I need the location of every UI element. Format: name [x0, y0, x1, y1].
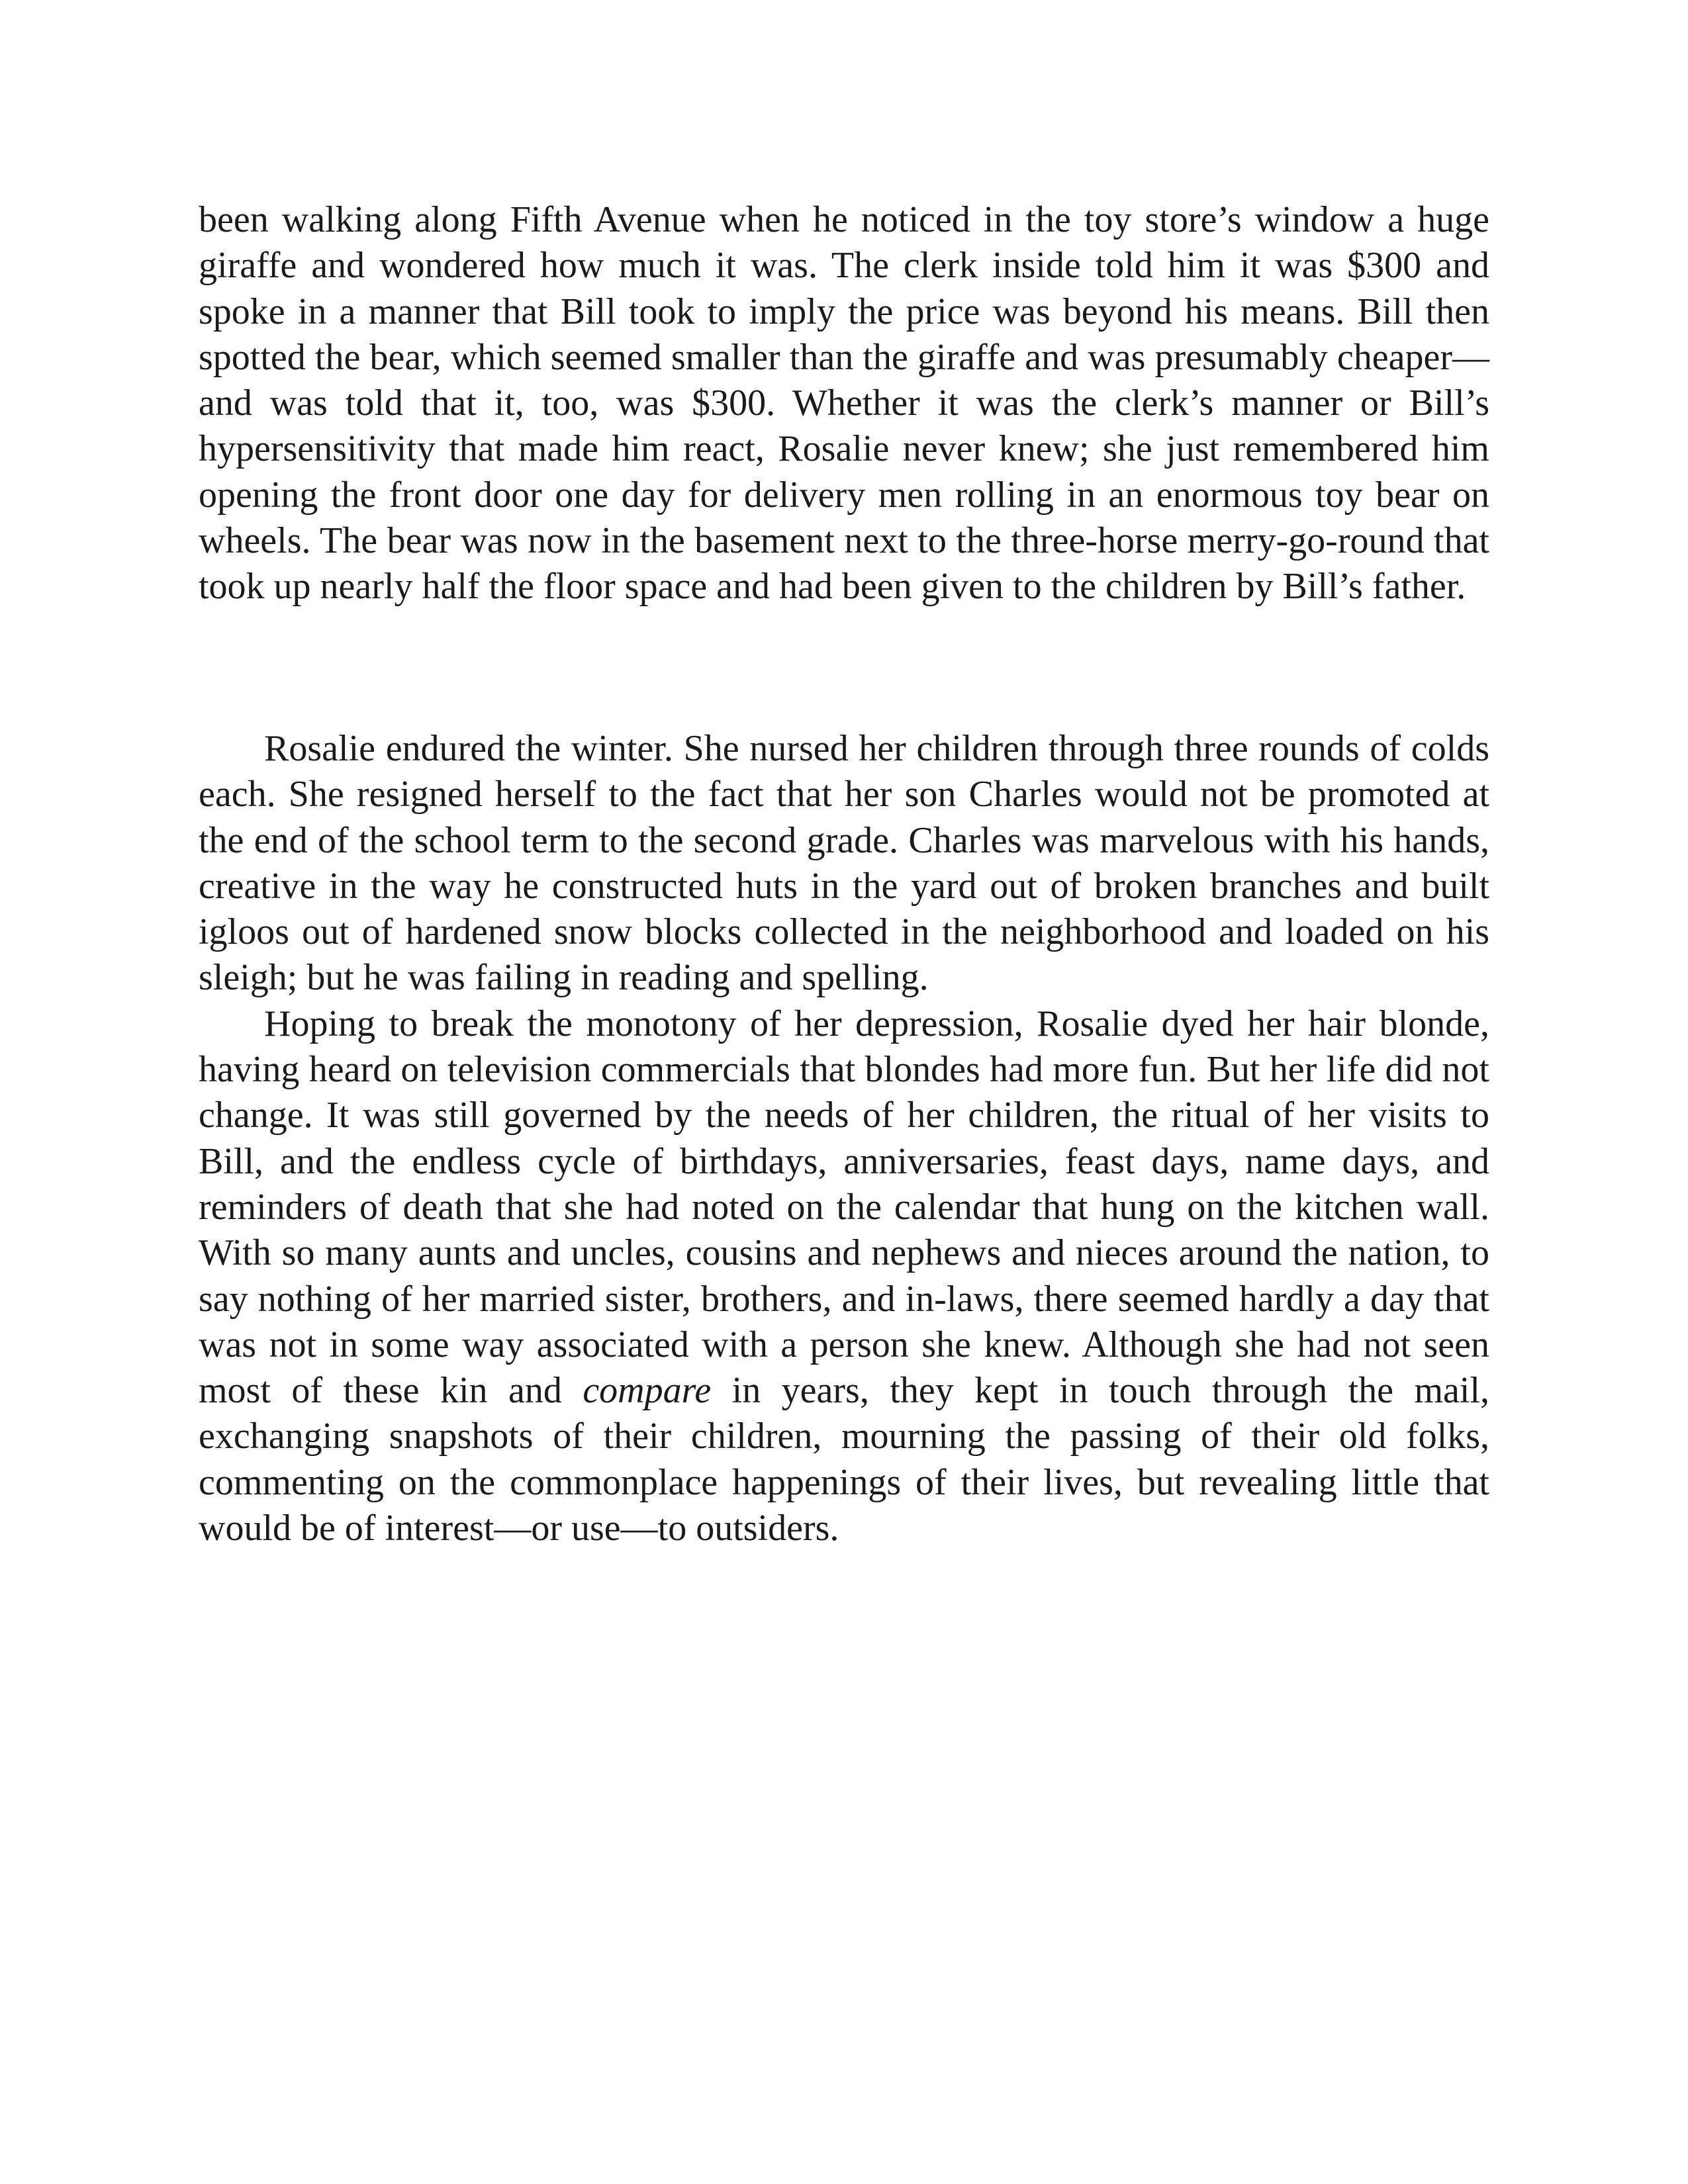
body-text-top: [199, 197, 1489, 610]
paragraph-winter: Rosalie endured the winter. She nursed her children through three rounds of colds each. She resigned herself to the fact that her son Charles would not be promoted at the end of the school term to the second grade. Charles was marvelous with his hands, creative in the way he constructed huts in the yard out of broken branches and built igloos out of hardened snow blocks collected in the neighborhood and loaded on his sleigh; but he was failing in reading and spelling.: [199, 728, 1489, 999]
body-text-bottom: [199, 726, 1489, 1551]
paragraph-blonde-text-1: Hoping to break the monotony of her depression, Rosalie dyed her hair blonde, having heard on television commercials that blondes had more fun. But her life did not change. It was still governed by the needs of her children, the ritual of her visits to Bill, and the endless cycle of birthdays, anniversaries, feast days, name days, and reminders of death that she had noted on the calendar that hung on the kitchen wall. With so many aunts and uncles, cousins and nephews and nieces around the nation, to say nothing of her married sister, brothers, and in-laws, there seemed hardly a day that was not in some way associated with a person she knew. Although she had not seen most of these kin and: [199, 1003, 1489, 1412]
paragraph-continued: been walking along Fifth Avenue when he noticed in the toy store’s window a huge giraffe and wondered how much it was. The clerk inside told him it was $300 and spoke in a manner that Bill took to imply the price was beyond his means. Bill then spotted the bear, which seemed smaller than the giraffe and was presumably cheaper—and was told that it, too, was $300. Whether it was the clerk’s manner or Bill’s hypersensitivity that made him react, Rosalie never knew; she just remembered him opening the front door one day for delivery men rolling in an enormous toy bear on wheels. The bear was now in the basement next to the three-horse merry-go-round that took up nearly half the floor space and had been given to the children by Bill’s father.: [199, 199, 1489, 608]
paragraph-blonde: [199, 1001, 1489, 1552]
paragraph-blonde-text-2: in years, they kept in touch through the mail, exchanging snapshots of their children, mourning the passing of their old folks, commenting on the commonplace happenings of their lives, but revealing little that would be of interest—or use—to outsiders.: [199, 1370, 1489, 1549]
italic-word: compare: [583, 1370, 712, 1412]
